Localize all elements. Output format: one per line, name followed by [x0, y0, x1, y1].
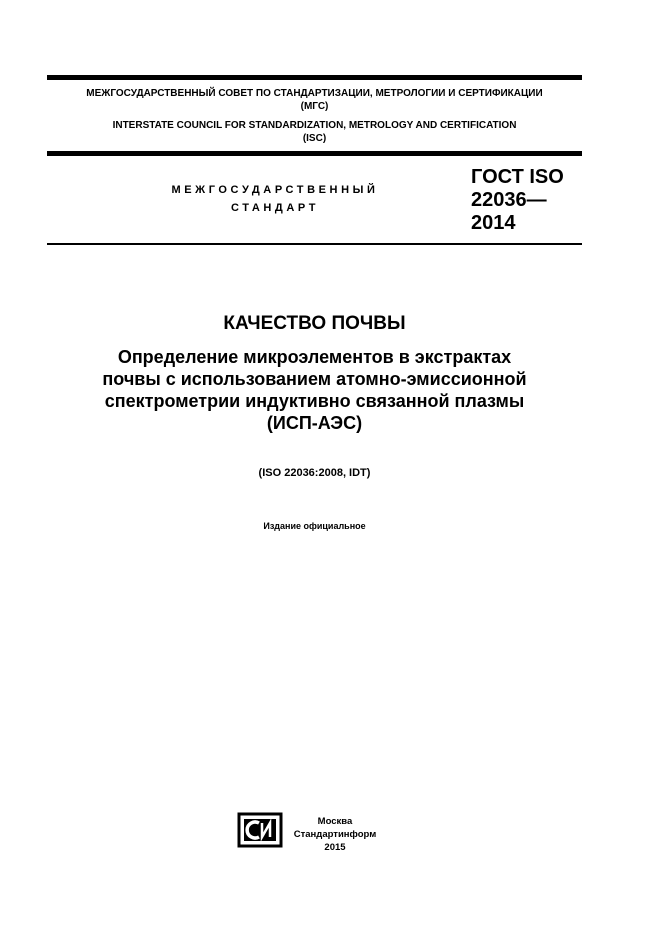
document-subtitle [47, 346, 582, 434]
council-english-abbr: (ISC) [302, 133, 327, 144]
header-top-rule [47, 75, 582, 80]
header-bottom-rule [47, 243, 582, 245]
standard-kind-line2: СТАНДАРТ [230, 202, 320, 214]
subtitle-line2: почвы с использованием атомно-эмиссионной [102, 369, 527, 389]
gost-number-line3: 2014 [471, 212, 516, 234]
subtitle-line3: спектрометрии индуктивно связанной плазмы [104, 391, 525, 411]
standartinform-logo-icon [237, 812, 283, 848]
publisher-name: Стандартинформ [293, 829, 377, 840]
standard-kind-line1: МЕЖГОСУДАРСТВЕННЫЙ [171, 184, 379, 196]
standard-kind [120, 181, 430, 217]
publisher-year: 2015 [324, 842, 346, 853]
council-english [47, 119, 582, 145]
subtitle-line1: Определение микроэлементов в экстрактах [117, 347, 512, 367]
council-russian-abbr: (МГС) [300, 101, 329, 112]
publisher-city: Москва [317, 816, 353, 827]
council-russian [47, 87, 582, 113]
gost-number-line1: ГОСТ ISO [471, 166, 564, 188]
header-middle-rule [47, 151, 582, 156]
council-english-name: INTERSTATE COUNCIL FOR STANDARDIZATION, METROLOGY AND CERTIFICATION [112, 120, 517, 131]
iso-reference: (ISO 22036:2008, IDT) [258, 467, 371, 479]
document-title: КАЧЕСТВО ПОЧВЫ [223, 313, 406, 334]
gost-number [471, 166, 591, 235]
council-russian-name: МЕЖГОСУДАРСТВЕННЫЙ СОВЕТ ПО СТАНДАРТИЗАЦИИ, МЕТРОЛОГИИ И СЕРТИФИКАЦИИ [86, 88, 543, 99]
edition-note: Издание официальное [263, 521, 366, 531]
gost-number-line2: 22036— [471, 189, 547, 211]
subtitle-line4: (ИСП-АЭС) [266, 413, 363, 433]
publisher-info [290, 815, 380, 854]
